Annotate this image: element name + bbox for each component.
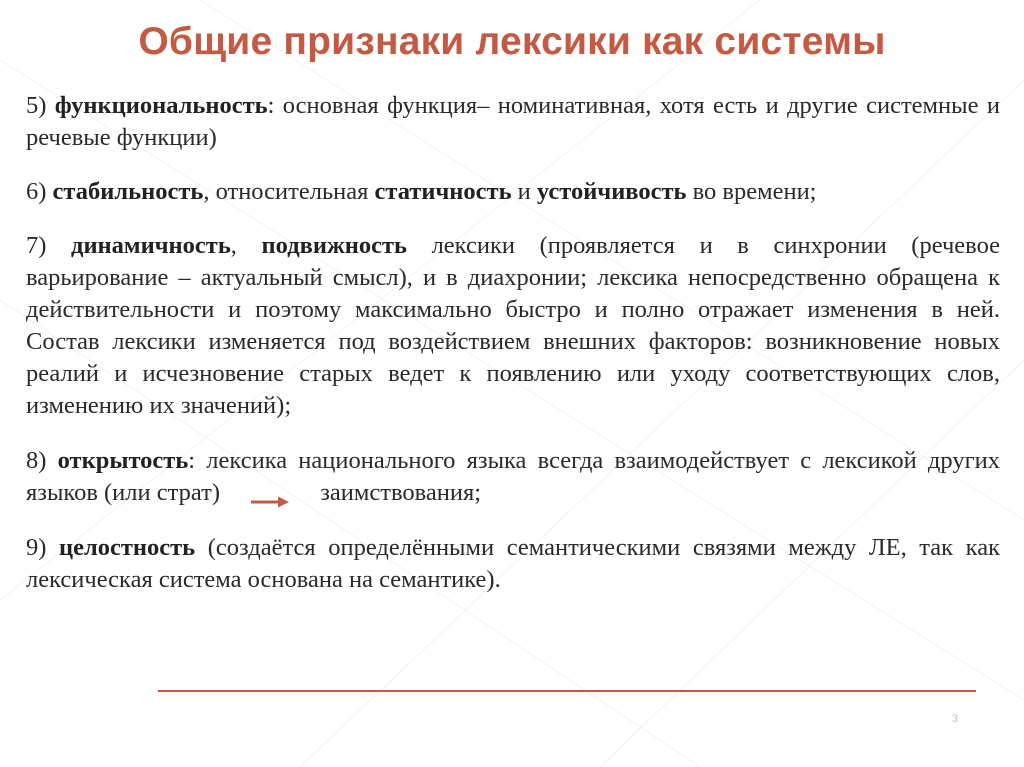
term-static: статичность xyxy=(374,178,512,205)
item-integrity xyxy=(26,532,1000,596)
term-openness: открытость xyxy=(57,447,189,474)
item-number: 8) xyxy=(26,447,58,474)
item-text: и xyxy=(511,178,537,205)
item-text: (создаётся определёнными семантическими связями между ЛЕ, так как лексическая система основана на семантике). xyxy=(26,534,1000,593)
item-text: во времени; xyxy=(686,178,817,205)
accent-underline xyxy=(158,690,976,692)
item-number: 7) xyxy=(26,232,72,259)
term-steadiness: устойчивость xyxy=(536,178,687,205)
item-text: : основная функция– номинативная, хотя есть и другие системные и речевые функции) xyxy=(26,92,1000,151)
slide-content xyxy=(26,90,1000,596)
term-integrity: целостность xyxy=(59,534,196,561)
item-functionality xyxy=(26,90,1000,154)
item-text: , относительная xyxy=(203,178,375,205)
item-text: , xyxy=(230,232,262,259)
item-text: лексики (проявляется и в синхронии (речевое варьирование – актуальный смысл), и в диахронии; лексика непосредственно обращена к действительности и поэтому максимально быстро и полно отражает изменения в ней. Состав лексики изменяется под воздействием внешних факторов: возникновение новых реалий и исчезновение старых ведет к появлению или уходу соответствующих слов, изменению их значений); xyxy=(26,232,1000,419)
right-arrow-icon xyxy=(226,484,314,504)
item-number: 9) xyxy=(26,534,60,561)
item-text: : лексика национального языка всегда взаимодействует с лексикой других языков (или страт) xyxy=(26,447,1000,506)
item-dynamics xyxy=(26,230,1000,422)
term-functionality: функциональность xyxy=(54,92,268,119)
page-number: 3 xyxy=(952,713,959,725)
term-dynamics: динамичность xyxy=(71,232,231,259)
term-stability: стабильность xyxy=(52,178,204,205)
item-number: 5) xyxy=(26,92,55,119)
term-mobility: подвижность xyxy=(261,232,407,259)
slide-title: Общие признаки лексики как системы xyxy=(138,20,886,63)
item-number: 6) xyxy=(26,178,53,205)
item-text: заимствования; xyxy=(314,479,482,506)
item-openness xyxy=(26,445,1000,509)
item-stability xyxy=(26,176,1000,208)
